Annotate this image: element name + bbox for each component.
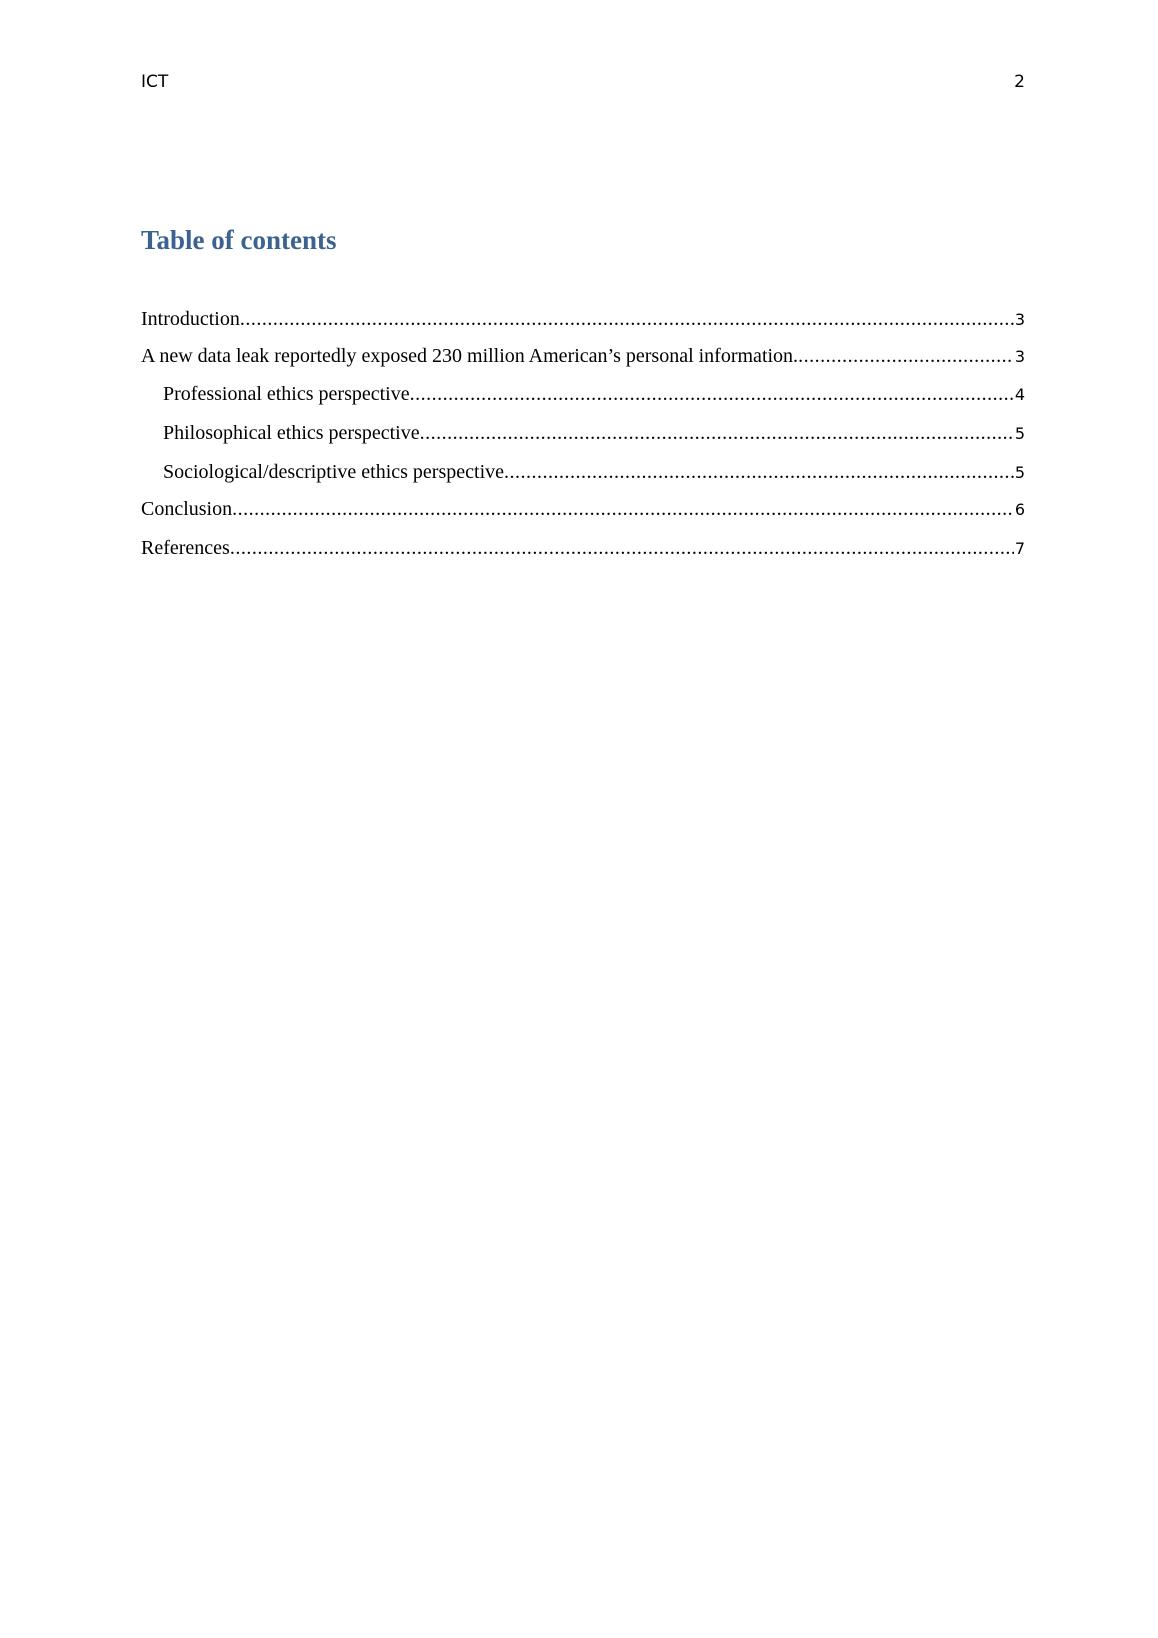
toc-dot-leader <box>232 498 1014 521</box>
toc-entry-philosophical-ethics[interactable] <box>163 422 1025 450</box>
toc-entry-conclusion[interactable] <box>141 498 1025 526</box>
toc-entry-page: 5 <box>1014 463 1025 482</box>
page-number: 2 <box>1014 72 1025 92</box>
running-header-title: ICT <box>141 72 169 92</box>
toc-dot-leader <box>420 422 1014 445</box>
toc-entry-label: Philosophical ethics perspective <box>163 422 420 444</box>
toc-dot-leader <box>410 383 1014 406</box>
toc-entry-label: A new data leak reportedly exposed 230 million American’s personal information. <box>141 345 799 367</box>
toc-entry-page: 3 <box>1014 310 1025 329</box>
toc-entry-page: 3 <box>1014 347 1025 366</box>
toc-entry-label: References <box>141 537 230 559</box>
toc-entry-introduction[interactable] <box>141 308 1025 336</box>
toc-dot-leader <box>230 537 1014 560</box>
toc-entry-professional-ethics[interactable] <box>163 383 1025 411</box>
toc-entry-page: 4 <box>1014 385 1025 404</box>
toc-entry-label: Conclusion <box>141 498 233 520</box>
toc-entry-page: 7 <box>1014 539 1025 558</box>
toc-heading: Table of contents <box>141 225 337 255</box>
toc-entry-page: 6 <box>1014 500 1025 519</box>
toc-entry-page: 5 <box>1014 424 1025 443</box>
toc-dot-leader <box>798 345 1014 368</box>
toc-entry-references[interactable] <box>141 537 1025 565</box>
toc-dot-leader <box>240 308 1014 331</box>
toc-entry-label: Introduction <box>141 308 240 330</box>
toc-entry-label: Sociological/descriptive ethics perspective <box>163 461 504 483</box>
toc-dot-leader <box>504 461 1014 484</box>
toc-entry-label: Professional ethics perspective <box>163 383 410 405</box>
toc-entry-data-leak[interactable] <box>141 345 1025 373</box>
toc-entry-sociological-ethics[interactable] <box>163 461 1025 489</box>
